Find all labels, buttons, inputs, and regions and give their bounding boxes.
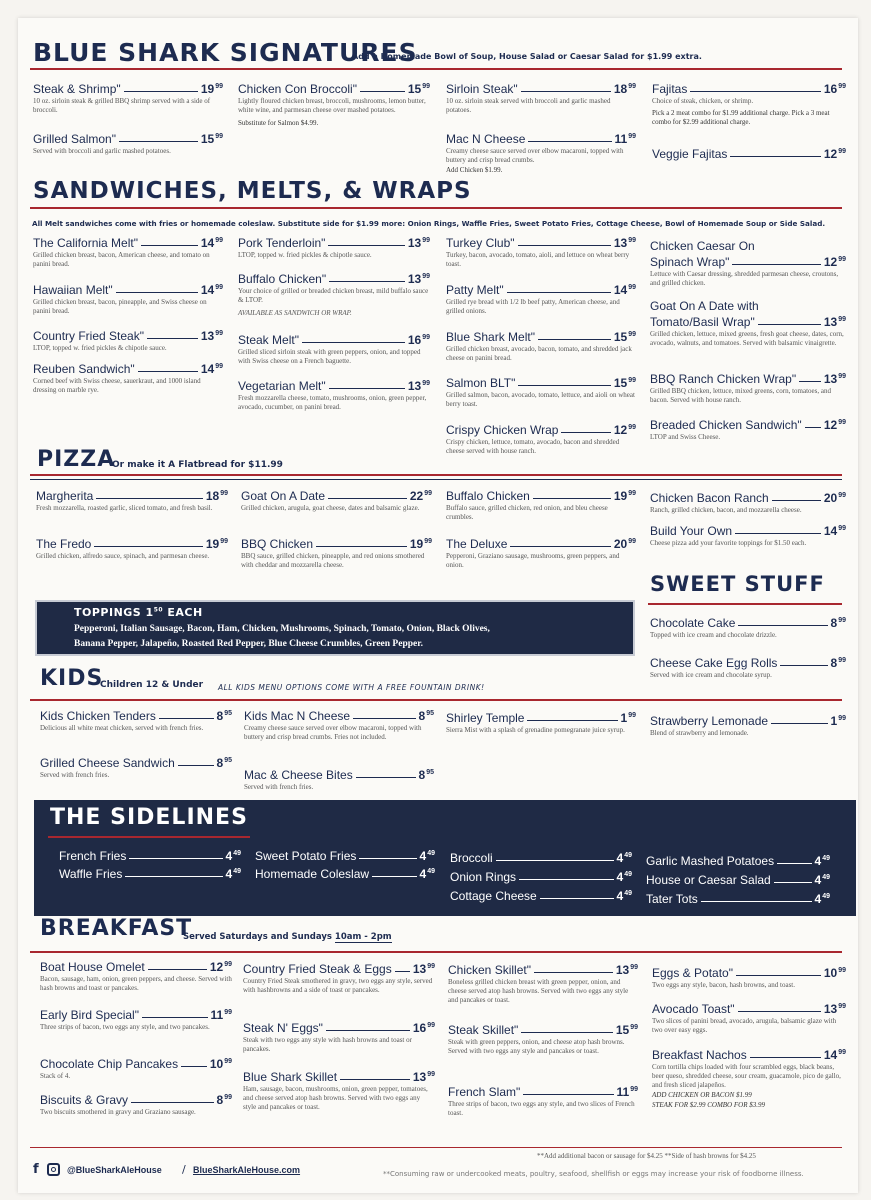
item-name: Cheese Cake Egg Rolls	[650, 656, 778, 670]
section-divider	[30, 68, 842, 70]
side-item	[255, 865, 435, 881]
menu-item	[650, 654, 846, 680]
item-name: Mac N Cheese	[446, 132, 526, 146]
menu-item	[650, 614, 846, 640]
menu-item	[243, 1019, 435, 1054]
item-name: House or Caesar Salad	[646, 873, 771, 887]
menu-item	[243, 1068, 435, 1112]
item-desc: Served with broccoli and garlic mashed potatoes.	[33, 147, 171, 155]
item-desc: 10 oz. sirloin steak served with broccoli and garlic mashed potatoes.	[446, 97, 611, 114]
item-price: $4^{49}$	[616, 851, 632, 865]
item-name: Onion Rings	[450, 870, 517, 884]
item-price: $13^{99}$	[200, 329, 223, 343]
item-price: $4^{49}$	[419, 849, 435, 863]
item-price: $11^{99}$	[210, 1008, 232, 1022]
item-price: $16^{99}$	[407, 333, 430, 347]
item-name: Sweet Potato Fries	[255, 849, 357, 863]
item-name: Chicken Skillet"	[448, 963, 531, 977]
item-price: $18^{99}$	[613, 82, 636, 96]
menu-item	[40, 1091, 232, 1117]
item-price: $13^{99}$	[412, 962, 435, 976]
item-name: Strawberry Lemonade	[650, 714, 769, 728]
section-divider	[648, 603, 842, 605]
item-desc: Served with ice cream and chocolate syrup.	[650, 671, 772, 679]
side-item	[255, 847, 435, 863]
item-name: Garlic Mashed Potatoes	[646, 854, 775, 868]
menu-item	[448, 1083, 638, 1118]
footer-divider	[30, 1147, 842, 1148]
item-price: $19^{99}$	[613, 489, 636, 503]
menu-item	[652, 80, 846, 127]
item-desc: Bacon, sausage, ham, onion, green peppers, and cheese. Served with hash browns and toast or pancakes.	[40, 975, 232, 992]
item-desc: Steak with green peppers, onion, and cheese atop hash browns. Served with two eggs any style and pancakes or toast.	[448, 1038, 625, 1055]
sidelines-title: THE SIDELINES	[50, 805, 248, 830]
menu-item	[40, 707, 232, 733]
menu-item	[446, 535, 636, 570]
item-desc: Buffalo sauce, grilled chicken, red onion, and bleu cheese crumbles.	[446, 504, 608, 521]
item-desc: Grilled chicken breast, bacon, pineapple, and Swiss cheese on panini bread.	[33, 298, 207, 315]
item-desc: Two biscuits smothered in gravy and Graziano sausage.	[40, 1108, 196, 1116]
item-name: Turkey Club"	[446, 236, 515, 250]
kids-title: KIDS	[40, 666, 104, 691]
side-item	[646, 890, 830, 906]
item-name: Kids Mac N Cheese	[244, 709, 351, 723]
sandwiches-note: All Melt sandwiches come with fries or homemade coleslaw. Substitute side for $1.99 more: Onion Rings, Waffle Fries, Sweet Potato Fries, Cottage Cheese, Bowl of Homemade Soup or Side Salad.	[32, 219, 826, 228]
menu-item	[652, 964, 846, 990]
item-desc: Sierra Mist with a splash of grenadine pomegranate juice syrup.	[446, 726, 625, 734]
item-desc: Two eggs any style, bacon, hash browns, and toast.	[652, 981, 795, 989]
side-item	[646, 852, 830, 868]
item-price: $4^{49}$	[419, 867, 435, 881]
toppings-title: TOPPINGS $1^{50}$ EACH	[74, 606, 203, 619]
item-extra: ADD CHICKEN OR BACON $1.99	[652, 1091, 752, 1099]
item-name: Goat On A Date with	[650, 299, 759, 313]
menu-item	[446, 328, 636, 363]
food-safety-disclaimer: **Consuming raw or undercooked meats, poultry, seafood, shellfish or eggs may increase your risk of foodborne illness.	[383, 1170, 804, 1178]
item-price: $1^{99}$	[620, 711, 636, 725]
item-name: Waffle Fries	[59, 867, 123, 881]
item-price: $13^{99}$	[613, 236, 636, 250]
item-price: $13^{99}$	[412, 1070, 435, 1084]
item-desc: Choice of steak, chicken, or shrimp.	[652, 97, 754, 105]
item-name: Early Bird Special"	[40, 1008, 139, 1022]
menu-item	[40, 1006, 232, 1032]
social-handle[interactable]: @BlueSharkAleHouse	[67, 1165, 162, 1175]
item-price: $12^{99}$	[823, 418, 846, 432]
item-desc: Country Fried Steak smothered in gravy, two eggs any style, served with hashbrowns and a side of toast or pancakes.	[243, 977, 433, 994]
item-price: $12^{99}$	[823, 255, 846, 269]
item-name: Crispy Chicken Wrap	[446, 423, 559, 437]
item-price: $13^{99}$	[407, 379, 430, 393]
item-name: Steak Melt"	[238, 333, 299, 347]
item-desc: Lightly floured chicken breast, broccoli, mushrooms, lemon butter, white wine, and parmesan cheese over mashed potatoes.	[238, 97, 426, 114]
item-price: $13^{99}$	[407, 272, 430, 286]
item-price: $18^{99}$	[205, 489, 228, 503]
item-price: $14^{99}$	[200, 283, 223, 297]
item-price: $14^{99}$	[823, 1048, 846, 1062]
item-desc: Stack of 4.	[40, 1072, 71, 1080]
menu-item	[238, 331, 430, 366]
item-desc: Three strips of bacon, two eggs any style, and two pancakes.	[40, 1023, 210, 1031]
item-price: $4^{49}$	[616, 889, 632, 903]
menu-item	[446, 234, 636, 269]
item-extra: Substitute for Salmon $4.99.	[238, 119, 319, 127]
item-desc: Served with french fries.	[244, 783, 314, 791]
side-item	[450, 887, 632, 903]
item-name: Buffalo Chicken"	[238, 272, 327, 286]
item-desc: Two slices of panini bread, avocado, arugula, balsamic glaze with two over easy eggs.	[652, 1017, 837, 1034]
item-price: $13^{99}$	[615, 963, 638, 977]
toppings-banner	[35, 600, 635, 656]
item-desc: Grilled chicken, lettuce, mixed greens, fresh goat cheese, dates, corn, avocado, walnuts, and tomatoes. Served with balsamic vinaigrette.	[650, 330, 844, 347]
sandwiches-title: SANDWICHES, MELTS, & WRAPS	[33, 178, 472, 204]
breakfast-hours: 10am - 2pm	[334, 932, 392, 942]
menu-item	[241, 487, 432, 513]
item-price: $8^{99}$	[830, 656, 846, 670]
item-extra: AVAILABLE AS SANDWICH OR WRAP.	[238, 309, 352, 317]
item-name: Boat House Omelet	[40, 960, 145, 974]
item-name: Avocado Toast"	[652, 1002, 735, 1016]
menu-item	[650, 489, 846, 515]
item-desc: Boneless grilled chicken breast with green pepper, onion, and cheese served atop hash browns. Served with two eggs any style and pancakes or toast.	[448, 978, 629, 1004]
item-desc: Blend of strawberry and lemonade.	[650, 729, 749, 737]
item-desc: Creamy cheese sauce served over elbow macaroni, topped with buttery and crisp bread crumbs.	[446, 147, 624, 164]
item-price: $1^{99}$	[830, 714, 846, 728]
item-price: $13^{99}$	[407, 236, 430, 250]
signatures-note: Add a Homemade Bowl of Soup, House Salad or Caesar Salad for $1.99 extra.	[352, 52, 702, 61]
item-name: Tater Tots	[646, 892, 698, 906]
item-price: $8^{95}$	[216, 709, 232, 723]
item-name: Broccoli	[450, 851, 493, 865]
item-price: $20^{99}$	[823, 491, 846, 505]
item-desc: Creamy cheese sauce served over elbow macaroni, topped with buttery and crisp bread crumbs. Fries not included.	[244, 724, 422, 741]
item-price: $12^{99}$	[823, 147, 846, 161]
item-desc: Grilled chicken breast, avocado, bacon, tomato, and shredded jack cheese on panini bread.	[446, 345, 632, 362]
item-name: Vegetarian Melt"	[238, 379, 326, 393]
item-name: Fajitas	[652, 82, 688, 96]
item-price: $4^{49}$	[225, 867, 241, 881]
item-price: $4^{49}$	[814, 892, 830, 906]
kids-note: ALL KIDS MENU OPTIONS COME WITH A FREE FOUNTAIN DRINK!	[218, 683, 485, 692]
website-link[interactable]: BlueSharkAleHouse.com	[193, 1165, 301, 1175]
item-desc: Steak with two eggs any style with hash browns and toast or pancakes.	[243, 1036, 412, 1053]
item-desc: Ranch, grilled chicken, bacon, and mozzarella cheese.	[650, 506, 802, 514]
item-name: Chicken Bacon Ranch	[650, 491, 769, 505]
item-name: Eggs & Potato"	[652, 966, 733, 980]
item-name: Build Your Own	[650, 524, 733, 538]
item-desc: Ham, sausage, bacon, mushrooms, onion, green pepper, tomatoes, and cheese served atop hash browns. Served with two eggs any style and pancakes or toast.	[243, 1085, 428, 1111]
item-price: $14^{99}$	[823, 524, 846, 538]
menu-item	[446, 709, 636, 735]
item-desc: Pepperoni, Graziano sausage, mushrooms, green peppers, and onion.	[446, 552, 620, 569]
item-price: $10^{99}$	[209, 1057, 232, 1071]
menu-item	[40, 1055, 232, 1081]
menu-item	[652, 1000, 846, 1035]
menu-item	[650, 297, 846, 348]
item-price: $15^{99}$	[407, 82, 430, 96]
item-name: Chocolate Chip Pancakes	[40, 1057, 179, 1071]
section-divider	[30, 207, 842, 209]
menu-item	[243, 960, 435, 995]
item-name: Hawaiian Melt"	[33, 283, 113, 297]
item-desc: Grilled BBQ chicken, lettuce, mixed greens, corn, tomatoes, and bacon. Served with house ranch.	[650, 387, 831, 404]
item-name: Blue Shark Skillet	[243, 1070, 338, 1084]
side-item	[59, 847, 241, 863]
menu-item	[650, 237, 846, 288]
menu-item	[33, 130, 223, 156]
item-desc: Delicious all white meat chicken, served with french fries.	[40, 724, 204, 732]
item-name: The Deluxe	[446, 537, 508, 551]
item-name: Steak Skillet"	[448, 1023, 519, 1037]
item-desc: Your choice of grilled or breaded chicken breast, mild buffalo sauce & LTOP.	[238, 287, 429, 304]
side-item	[450, 849, 632, 865]
section-divider	[30, 479, 842, 480]
section-divider	[30, 951, 842, 953]
menu-item	[446, 281, 636, 316]
item-price: $12^{99}$	[209, 960, 232, 974]
signatures-title: BLUE SHARK SIGNATURES	[33, 38, 418, 67]
item-desc: LTOP, topped w. fried pickles & chipotle sauce.	[238, 251, 372, 259]
item-name: Buffalo Chicken	[446, 489, 530, 503]
item-name: Biscuits & Gravy	[40, 1093, 129, 1107]
item-desc: Served with french fries.	[40, 771, 110, 779]
item-price: $4^{49}$	[225, 849, 241, 863]
item-desc: Grilled sliced sirloin steak with green peppers, onion, and topped with Swiss cheese on a French baguette.	[238, 348, 421, 365]
toppings-line: Banana Pepper, Jalapeño, Roasted Red Pepper, Blue Cheese Crumbles, Green Pepper.	[74, 639, 423, 649]
menu-item	[36, 535, 228, 561]
sweet-title: SWEET STUFF	[650, 572, 825, 596]
side-item	[450, 868, 632, 884]
menu-item	[448, 1021, 638, 1056]
menu-item	[33, 327, 223, 353]
item-name: Breakfast Nachos	[652, 1048, 747, 1062]
item-extra: STEAK FOR $2.99 COMBO FOR $3.99	[652, 1101, 765, 1109]
toppings-line: Pepperoni, Italian Sausage, Bacon, Ham, Chicken, Mushrooms, Spinach, Tomato, Onion, Black Olives,	[74, 624, 490, 634]
item-name: Country Fried Steak & Eggs	[243, 962, 392, 976]
kids-age: Children 12 & Under	[100, 680, 204, 690]
item-name: Mac & Cheese Bites	[244, 768, 353, 782]
item-name: Kids Chicken Tenders	[40, 709, 156, 723]
menu-item	[33, 80, 223, 115]
item-name: Salmon BLT"	[446, 376, 516, 390]
breakfast-addl-note: **Add additional bacon or sausage for $4.25 **Side of hash browns for $4.25	[537, 1152, 756, 1160]
menu-item	[33, 281, 223, 316]
item-price: $8^{95}$	[418, 768, 434, 782]
item-desc: Grilled chicken, alfredo sauce, spinach, and parmesan cheese.	[36, 552, 210, 560]
menu-item	[241, 535, 432, 570]
menu-item	[448, 961, 638, 1005]
item-name: BBQ Chicken	[241, 537, 314, 551]
item-price: $19^{99}$	[205, 537, 228, 551]
item-desc: Turkey, bacon, avocado, tomato, aioli, and lettuce on wheat berry toast.	[446, 251, 630, 268]
breakfast-title: BREAKFAST	[40, 916, 193, 941]
section-divider	[30, 474, 842, 476]
item-name-line2: Spinach Wrap"	[650, 255, 730, 269]
item-price: $15^{99}$	[615, 1023, 638, 1037]
footer-separator: /	[182, 1163, 186, 1176]
menu-item	[238, 377, 430, 412]
item-price: $14^{99}$	[613, 283, 636, 297]
item-desc: Cheese pizza add your favorite toppings for $1.50 each.	[650, 539, 807, 547]
item-name: Steak N' Eggs"	[243, 1021, 323, 1035]
menu-item	[244, 707, 434, 742]
item-name: Chicken Caesar On	[650, 239, 755, 253]
menu-item	[446, 80, 636, 115]
item-name: Country Fried Steak"	[33, 329, 144, 343]
item-name: Veggie Fajitas	[652, 147, 728, 161]
item-desc: Grilled rye bread with 1/2 lb beef patty, American cheese, and grilled onions.	[446, 298, 620, 315]
item-name: The Fredo	[36, 537, 92, 551]
item-desc: Grilled chicken, arugula, goat cheese, dates and balsamic glaze.	[241, 504, 420, 512]
menu-item	[244, 766, 434, 792]
item-price: $19^{99}$	[200, 82, 223, 96]
menu-item	[650, 522, 846, 548]
side-item	[646, 871, 830, 887]
item-name: The California Melt"	[33, 236, 138, 250]
item-price: $15^{99}$	[613, 376, 636, 390]
sidelines-underline	[48, 836, 250, 838]
item-price: $19^{99}$	[409, 537, 432, 551]
item-price: $20^{99}$	[613, 537, 636, 551]
item-name: Breaded Chicken Sandwich"	[650, 418, 802, 432]
item-price: $13^{99}$	[823, 372, 846, 386]
item-price: $12^{99}$	[613, 423, 636, 437]
item-price: $22^{99}$	[409, 489, 432, 503]
item-name: Homemade Coleslaw	[255, 867, 370, 881]
sidelines-banner	[34, 800, 856, 916]
item-name: Margherita	[36, 489, 94, 503]
item-name: Chocolate Cake	[650, 616, 736, 630]
item-price: $4^{49}$	[814, 854, 830, 868]
menu-item	[238, 80, 430, 128]
menu-item	[33, 360, 223, 395]
menu-item	[652, 1046, 846, 1110]
item-name: Shirley Temple	[446, 711, 525, 725]
item-price: $16^{99}$	[412, 1021, 435, 1035]
item-name: Steak & Shrimp"	[33, 82, 121, 96]
item-price: $13^{99}$	[823, 315, 846, 329]
item-desc: Lettuce with Caesar dressing, shredded parmesan cheese, croutons, and grilled chicken.	[650, 270, 839, 287]
item-price: $8^{95}$	[418, 709, 434, 723]
item-name: BBQ Ranch Chicken Wrap"	[650, 372, 797, 386]
item-price: $11^{99}$	[614, 132, 636, 146]
breakfast-note: Served Saturdays and Sundays 10am - 2pm	[183, 932, 392, 942]
item-name: Reuben Sandwich"	[33, 362, 135, 376]
menu-item	[238, 270, 430, 318]
item-name: Cottage Cheese	[450, 889, 537, 903]
item-desc: BBQ sauce, grilled chicken, pineapple, and red onions smothered with cheddar and mozzarella cheese.	[241, 552, 425, 569]
item-desc: Corned beef with Swiss cheese, sauerkraut, and 1000 island dressing on marble rye.	[33, 377, 201, 394]
menu-item	[650, 370, 846, 405]
item-name: Grilled Salmon"	[33, 132, 116, 146]
menu-item	[36, 487, 228, 513]
item-name: Blue Shark Melt"	[446, 330, 535, 344]
item-price: $14^{99}$	[200, 236, 223, 250]
item-price: $11^{99}$	[616, 1085, 638, 1099]
item-desc: Grilled chicken breast, bacon, American cheese, and tomato on panini bread.	[33, 251, 210, 268]
menu-item	[40, 958, 232, 993]
item-price: $4^{49}$	[616, 870, 632, 884]
menu-item	[446, 130, 636, 175]
menu-item	[652, 145, 846, 161]
item-price: $14^{99}$	[200, 362, 223, 376]
item-extra: Add Chicken $1.99.	[446, 166, 503, 174]
item-name: Patty Melt"	[446, 283, 504, 297]
item-price: $10^{99}$	[823, 966, 846, 980]
item-price: $8^{99}$	[830, 616, 846, 630]
item-desc: Crispy chicken, lettuce, tomato, avocado, bacon and shredded cheese served with house ranch.	[446, 438, 620, 455]
item-price: $16^{99}$	[823, 82, 846, 96]
section-divider	[30, 699, 842, 701]
item-desc: LTOP, topped w. fried pickles & chipotle sauce.	[33, 344, 167, 352]
item-extra: Pick a 2 meat combo for $1.99 additional charge. Pick a 3 meat combo for $2.99 additional charge.	[652, 109, 830, 126]
menu-item	[446, 487, 636, 522]
item-name: Chicken Con Broccoli"	[238, 82, 357, 96]
item-name: French Fries	[59, 849, 127, 863]
item-desc: Three strips of bacon, two eggs any style, and two slices of French toast.	[448, 1100, 635, 1117]
pizza-title: PIZZA	[37, 447, 116, 472]
menu-item	[40, 754, 232, 780]
instagram-icon[interactable]	[47, 1163, 60, 1176]
item-desc: Grilled salmon, bacon, avocado, tomato, lettuce, and aioli on wheat berry toast.	[446, 391, 635, 408]
item-desc: Corn tortilla chips loaded with four scrambled eggs, black beans, beer queso, shredded cheese, sour cream, guacamole, pico de gallo, and fresh sliced jalapeños.	[652, 1063, 841, 1089]
item-desc: Fresh mozzarella, roasted garlic, sliced tomato, and fresh basil.	[36, 504, 213, 512]
menu-item	[446, 374, 636, 409]
item-desc: 10 oz. sirloin steak & grilled BBQ shrimp served with a side of broccoli.	[33, 97, 211, 114]
item-desc: LTOP and Swiss Cheese.	[650, 433, 721, 441]
facebook-icon[interactable]: f	[33, 1162, 39, 1177]
item-name: Sirloin Steak"	[446, 82, 518, 96]
item-name: Pork Tenderloin"	[238, 236, 326, 250]
item-price: $8^{99}$	[216, 1093, 232, 1107]
item-price: $4^{49}$	[814, 873, 830, 887]
menu-item	[650, 712, 846, 738]
item-name: French Slam"	[448, 1085, 521, 1099]
item-price: $15^{99}$	[613, 330, 636, 344]
pizza-note: Or make it A Flatbread for $11.99	[112, 460, 283, 470]
item-price: $8^{95}$	[216, 756, 232, 770]
item-desc: Topped with ice cream and chocolate drizzle.	[650, 631, 777, 639]
item-price: $13^{99}$	[823, 1002, 846, 1016]
side-item	[59, 865, 241, 881]
menu-item	[33, 234, 223, 269]
item-name-line2: Tomato/Basil Wrap"	[650, 315, 755, 329]
item-name: Grilled Cheese Sandwich	[40, 756, 175, 770]
menu-item	[238, 234, 430, 260]
menu-item	[650, 416, 846, 442]
item-name: Goat On A Date	[241, 489, 326, 503]
item-price: $15^{99}$	[200, 132, 223, 146]
item-desc: Fresh mozzarella cheese, tomato, mushrooms, onion, green pepper, avocado, cucumber, on panini bread.	[238, 394, 427, 411]
menu-item	[446, 421, 636, 456]
